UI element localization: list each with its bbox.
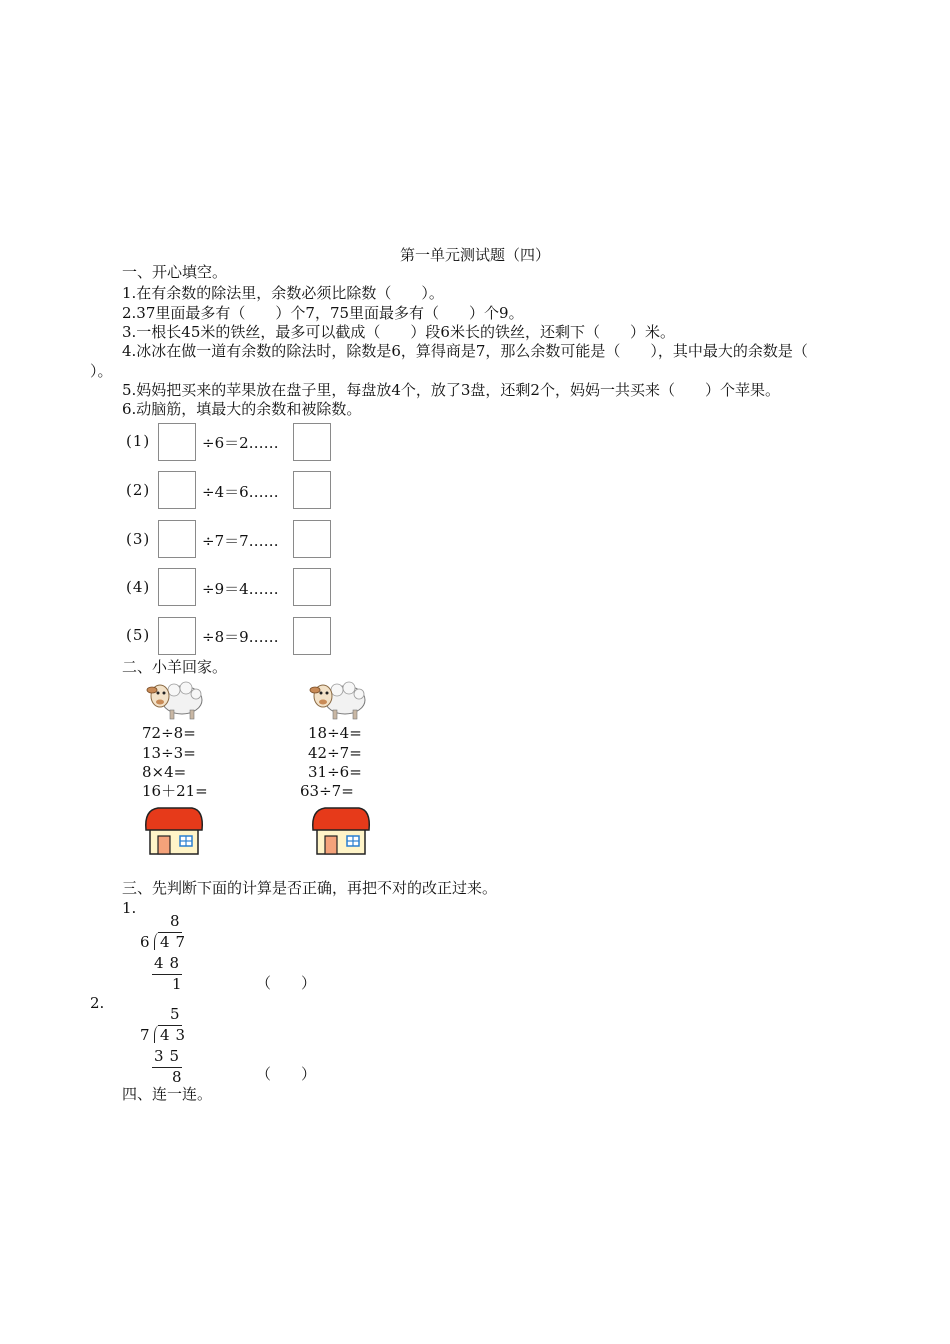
remainder-box[interactable] [293, 617, 331, 655]
dividend-box[interactable] [158, 520, 196, 558]
question-2: 2.37里面最多有（ ）个7，75里面最多有（ ）个9。 [122, 304, 524, 322]
house-icon [142, 804, 206, 856]
question-6: 6.动脑筋，填最大的余数和被除数。 [122, 400, 362, 418]
dividend-box[interactable] [158, 568, 196, 606]
question-5: 5.妈妈把买来的苹果放在盘子里，每盘放4个，放了3盘，还剩2个，妈妈一共买来（ ）个苹果。 [122, 381, 780, 399]
judge-paren-1: （ ） [256, 974, 317, 992]
long-division-2 [138, 1005, 198, 1085]
quotient: 8 [170, 912, 186, 930]
remainder: 1 [172, 975, 188, 993]
fill-expression: ÷7＝7…… [202, 532, 279, 550]
sheep-icon [146, 674, 206, 722]
fill-label: (2) [126, 481, 151, 499]
page-title: 第一单元测试题（四） [399, 246, 550, 264]
dividend: 43 [160, 1026, 192, 1044]
dividend-box[interactable] [158, 617, 196, 655]
question-4: 4.冰冰在做一道有余数的除法时，除数是6，算得商是7，那么余数可能是（ ），其中最大的余数是（ [122, 342, 808, 360]
remainder-box[interactable] [293, 568, 331, 606]
judge-paren-2: （ ） [256, 1065, 317, 1083]
problem-2-number: 2. [90, 994, 105, 1012]
divisor: 6 [140, 933, 156, 951]
left-calc-1: 72÷8= [142, 724, 196, 742]
section3-heading: 三、先判断下面的计算是否正确，再把不对的改正过来。 [122, 879, 498, 897]
question-1: 1.在有余数的除法里，余数必须比除数（ ）。 [122, 284, 444, 302]
fill-label: (4) [126, 578, 151, 596]
dividend-box[interactable] [158, 423, 196, 461]
sheep-icon [309, 674, 369, 722]
remainder-box[interactable] [293, 520, 331, 558]
left-calc-3: 8×4= [142, 763, 187, 781]
long-division-1 [138, 912, 198, 992]
dividend: 47 [160, 933, 192, 951]
fill-label: (1) [126, 432, 151, 450]
section4-heading: 四、连一连。 [122, 1085, 213, 1103]
right-calc-3: 31÷6= [308, 763, 362, 781]
house-icon [309, 804, 373, 856]
fill-expression: ÷9＝4…… [202, 580, 279, 598]
right-calc-2: 42÷7= [308, 744, 362, 762]
problem-1-number: 1. [122, 899, 137, 917]
divisor: 7 [140, 1026, 156, 1044]
fill-expression: ÷4＝6…… [202, 483, 279, 501]
dividend-box[interactable] [158, 471, 196, 509]
left-calc-4: 16＋21= [142, 782, 208, 800]
fill-label: (3) [126, 530, 151, 548]
section2-heading: 二、小羊回家。 [122, 658, 228, 676]
question-3: 3.一根长45米的铁丝，最多可以截成（ ）段6米长的铁丝，还剩下（ ）米。 [122, 323, 675, 341]
fill-expression: ÷6＝2…… [202, 434, 279, 452]
right-calc-1: 18÷4= [308, 724, 362, 742]
fill-label: (5) [126, 626, 151, 644]
product: 35 [154, 1047, 186, 1065]
section1-heading: 一、开心填空。 [122, 263, 228, 281]
right-calc-4: 63÷7= [300, 782, 354, 800]
left-calc-2: 13÷3= [142, 744, 196, 762]
question-4-cont: ）。 [90, 362, 113, 380]
product: 48 [154, 954, 186, 972]
remainder: 8 [172, 1068, 188, 1086]
fill-expression: ÷8＝9…… [202, 628, 279, 646]
remainder-box[interactable] [293, 471, 331, 509]
remainder-box[interactable] [293, 423, 331, 461]
quotient: 5 [170, 1005, 186, 1023]
